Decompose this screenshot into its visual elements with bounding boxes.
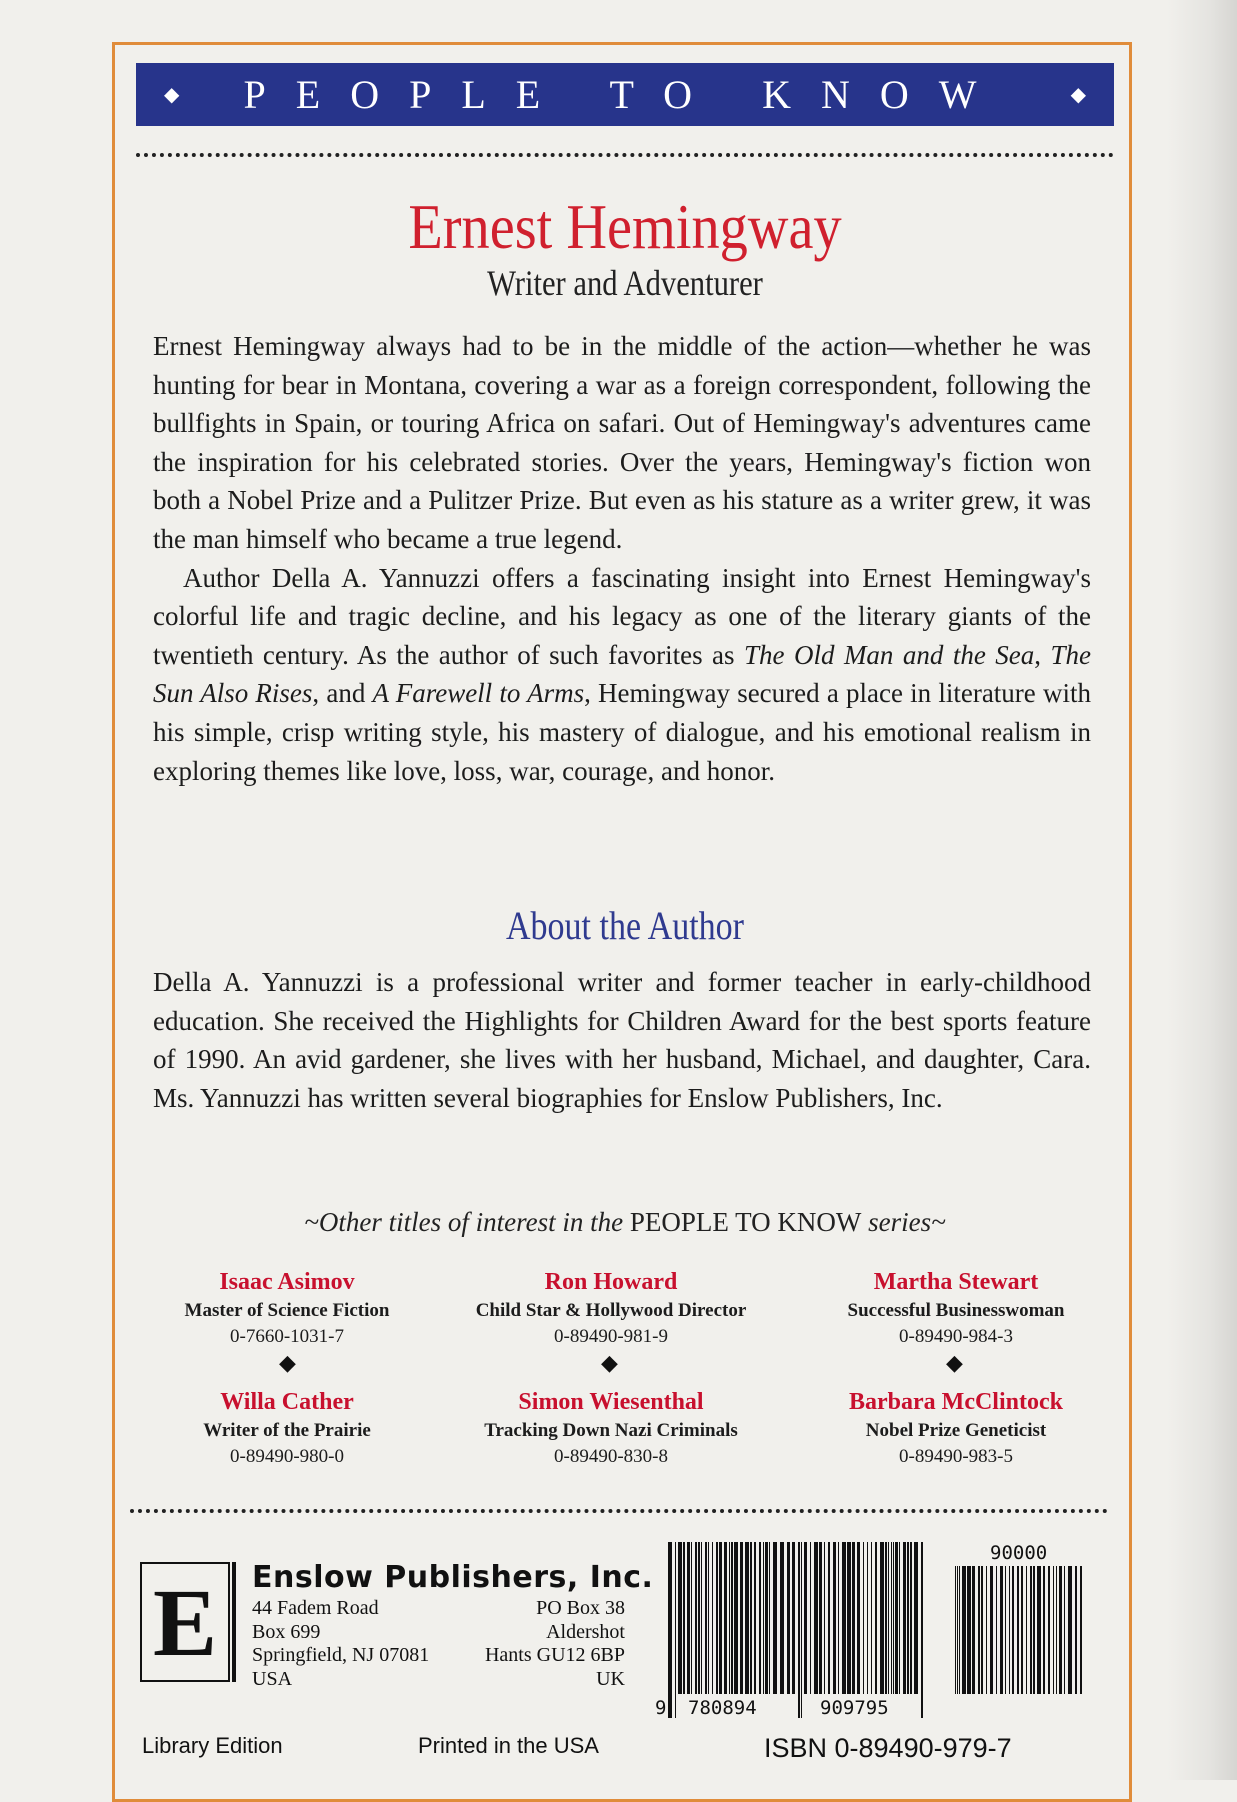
barcode-bar <box>1048 1566 1050 1694</box>
barcode-bar <box>1005 1566 1006 1694</box>
barcode-bar <box>880 1542 884 1694</box>
series-title: Simon Wiesenthal Tracking Down Nazi Criminals 0-89490-830-8 <box>484 1389 738 1467</box>
barcode-bar <box>838 1542 839 1694</box>
barcode-bar <box>810 1542 811 1694</box>
barcode-bar <box>695 1542 697 1694</box>
barcode-bar <box>734 1542 738 1694</box>
barcode-bar <box>729 1542 730 1694</box>
barcode-bar <box>828 1542 830 1694</box>
barcode-bar <box>875 1542 877 1694</box>
barcode-bar <box>867 1542 868 1694</box>
barcode-bar <box>801 1542 802 1718</box>
barcode-bar <box>1000 1566 1003 1694</box>
series-banner <box>136 63 1114 126</box>
dotted-divider <box>136 153 1114 157</box>
diamond-icon: ◆ <box>1070 84 1086 106</box>
barcode-digits-left: 780894 <box>688 1697 757 1719</box>
printed-in-label: Printed in the USA <box>418 1733 599 1758</box>
work-title: The Sun Also Rises <box>153 639 1092 709</box>
barcode-bar <box>847 1542 851 1694</box>
barcode-bar <box>787 1542 790 1694</box>
barcode-bar <box>814 1542 818 1694</box>
barcode-bar <box>708 1542 709 1694</box>
barcode-bar <box>1064 1566 1065 1694</box>
barcode-bar <box>986 1566 987 1694</box>
barcode-bar <box>731 1542 733 1694</box>
publisher-logo: E <box>140 1562 230 1682</box>
barcode-bar <box>792 1542 795 1694</box>
description-paragraph: Ernest Hemingway always had to be in the middle of the action—whether he was hunting for bear in Montana, covering a war as a foreign correspondent, following the bullfights in Spain, or touring Africa on safari. Out of Hemingway's adventures came the inspiration for his celebrated stories. Over the years, Hemingway's fiction won both a Nobel Prize and a Pulitzer Prize. But even as his stature as a writer grew, it was the man himself who became a true legend. <box>153 331 1091 554</box>
diamond-icon: ◆ <box>164 84 180 106</box>
barcode-bar <box>773 1542 777 1694</box>
barcode-bar <box>668 1542 672 1718</box>
barcode <box>668 1542 928 1718</box>
barcode-bar <box>903 1542 906 1694</box>
barcode-bar <box>1026 1566 1027 1694</box>
barcode-bar <box>1053 1566 1054 1694</box>
barcode-bar <box>893 1542 894 1694</box>
publisher-name: Enslow Publishers, Inc. <box>252 1560 654 1595</box>
barcode-bar <box>745 1542 749 1694</box>
barcode-bar <box>740 1542 743 1694</box>
barcode-bar <box>675 1542 676 1718</box>
diamond-icon: ◆ <box>601 1350 618 1375</box>
library-edition-label: Library Edition <box>142 1733 283 1758</box>
barcode-bar <box>765 1542 768 1694</box>
barcode-bar <box>891 1542 892 1694</box>
about-author-text: Della A. Yannuzzi is a professional writer and former teacher in early-childhood education. She received the Highlights for Children Award for the best sports feature of 1990. An avid gardener, she lives with her husband, Michael, and daughter, Cara. Ms. Yannuzzi has written several biographies for Enslow Publishers, Inc. <box>153 967 1091 1113</box>
barcode-bar <box>842 1542 846 1694</box>
barcode-bar <box>1059 1566 1062 1694</box>
barcode-bar <box>1043 1566 1045 1694</box>
barcode-bar <box>754 1542 756 1694</box>
barcode-bar <box>957 1566 958 1694</box>
barcode-bar <box>716 1542 718 1694</box>
barcode-bar <box>769 1542 770 1694</box>
barcode-bar <box>701 1542 702 1694</box>
dotted-divider <box>130 1509 1108 1513</box>
barcode-bar <box>967 1566 971 1694</box>
barcode-bar <box>1080 1566 1082 1694</box>
price-barcode <box>955 1566 1085 1718</box>
barcode-bar <box>691 1542 692 1694</box>
barcode-bar <box>824 1542 825 1694</box>
barcode-bar <box>852 1542 855 1694</box>
barcode-bar <box>1075 1566 1077 1694</box>
barcode-bar <box>981 1566 983 1694</box>
barcode-bar <box>1033 1566 1035 1694</box>
barcode-bar <box>885 1542 887 1694</box>
book-description <box>153 327 1091 790</box>
barcode-bar <box>863 1542 864 1694</box>
barcode-bar <box>871 1542 872 1694</box>
barcode-bar <box>1037 1566 1041 1694</box>
barcode-bar <box>1012 1566 1014 1694</box>
barcode-digit-prefix: 9 <box>655 1697 667 1719</box>
book-title: Ernest Hemingway <box>408 191 842 262</box>
publisher-address-uk: PO Box 38 Aldershot Hants GU12 6BP UK <box>484 1597 625 1690</box>
series-title: Willa Cather Writer of the Prairie 0-89490-980-0 <box>203 1389 371 1467</box>
barcode-bar <box>819 1542 822 1694</box>
barcode-bar <box>921 1542 923 1718</box>
barcode-bar <box>990 1566 993 1694</box>
barcode-bar <box>780 1542 784 1694</box>
barcode-bar <box>705 1542 707 1694</box>
isbn-label: ISBN 0-89490-979-7 <box>764 1733 1012 1763</box>
series-title: Barbara McClintock Nobel Prize Geneticist 0-89490-983-5 <box>849 1389 1063 1467</box>
barcode-bar <box>759 1542 761 1694</box>
diamond-icon: ◆ <box>946 1350 963 1375</box>
barcode-bar <box>899 1542 900 1694</box>
barcode-bar <box>914 1542 918 1694</box>
barcode-bar <box>910 1542 912 1694</box>
barcode-bar <box>678 1542 682 1694</box>
barcode-bar <box>804 1542 807 1694</box>
barcode-bar <box>1056 1566 1057 1694</box>
work-title: The Old Man and the Sea <box>744 639 1035 670</box>
barcode-bar <box>1021 1566 1023 1694</box>
description-paragraph: Author Della A. Yannuzzi offers a fascinating insight into Ernest Hemingway's colorful life and tragic decline, and his legacy as one of the literary giants of the twentieth century. As the author of such favorites as The Old Man and the Sea, The Sun Also Rises, and A Farewell to Arms, Hemingway secured a place in literature with his simple, crisp writing style, his mastery of dialogue, and his emotional realism in exploring themes like love, loss, war, courage, and honor. <box>153 562 1092 786</box>
logo-rule <box>232 1562 236 1682</box>
barcode-bar <box>888 1542 889 1694</box>
barcode-bar <box>959 1566 960 1694</box>
spine-shadow <box>1167 0 1237 1780</box>
series-title: Martha Stewart Successful Businesswoman 0-89490-984-3 <box>847 1269 1065 1347</box>
barcode-bar <box>996 1566 997 1694</box>
barcode-bar <box>1017 1566 1019 1694</box>
work-title: A Farewell to Arms <box>372 678 585 709</box>
barcode-bar <box>683 1542 685 1694</box>
barcode-bar <box>1030 1566 1032 1694</box>
book-subtitle: Writer and Adventurer <box>487 263 763 303</box>
barcode-bar <box>962 1566 966 1694</box>
barcode-bar <box>719 1542 722 1694</box>
series-title: Ron Howard Child Star & Hollywood Director 0-89490-981-9 <box>475 1269 747 1347</box>
barcode-bar <box>763 1542 764 1694</box>
barcode-bar <box>698 1542 700 1694</box>
about-author-heading: About the Author <box>505 903 744 948</box>
barcode-bar <box>978 1566 980 1694</box>
barcode-bar <box>712 1542 713 1694</box>
diamond-icon: ◆ <box>279 1350 296 1375</box>
barcode-bar <box>687 1542 690 1694</box>
series-heading: ~Other titles of interest in the PEOPLE TO KNOW series~ <box>304 1207 946 1237</box>
barcode-bar <box>833 1542 836 1694</box>
barcode-bar <box>1068 1566 1072 1694</box>
barcode-bar <box>907 1542 909 1694</box>
publisher-address-us: 44 Fadem Road Box 699 Springfield, NJ 07081 USA <box>252 1597 430 1690</box>
barcode-bar <box>798 1542 800 1718</box>
barcode-bar <box>955 1566 956 1694</box>
price-code: 90000 <box>990 1542 1048 1564</box>
barcode-bar <box>895 1542 898 1694</box>
barcode-digits-right: 909795 <box>820 1697 889 1719</box>
barcode-bar <box>1009 1566 1010 1694</box>
barcode-bar <box>724 1542 727 1694</box>
barcode-bar <box>750 1542 752 1694</box>
series-title: Isaac Asimov Master of Science Fiction 0-7660-1031-7 <box>184 1269 390 1347</box>
barcode-bar <box>972 1566 975 1694</box>
banner-title: PEOPLE TO KNOW <box>243 72 1007 117</box>
barcode-bar <box>857 1542 860 1694</box>
